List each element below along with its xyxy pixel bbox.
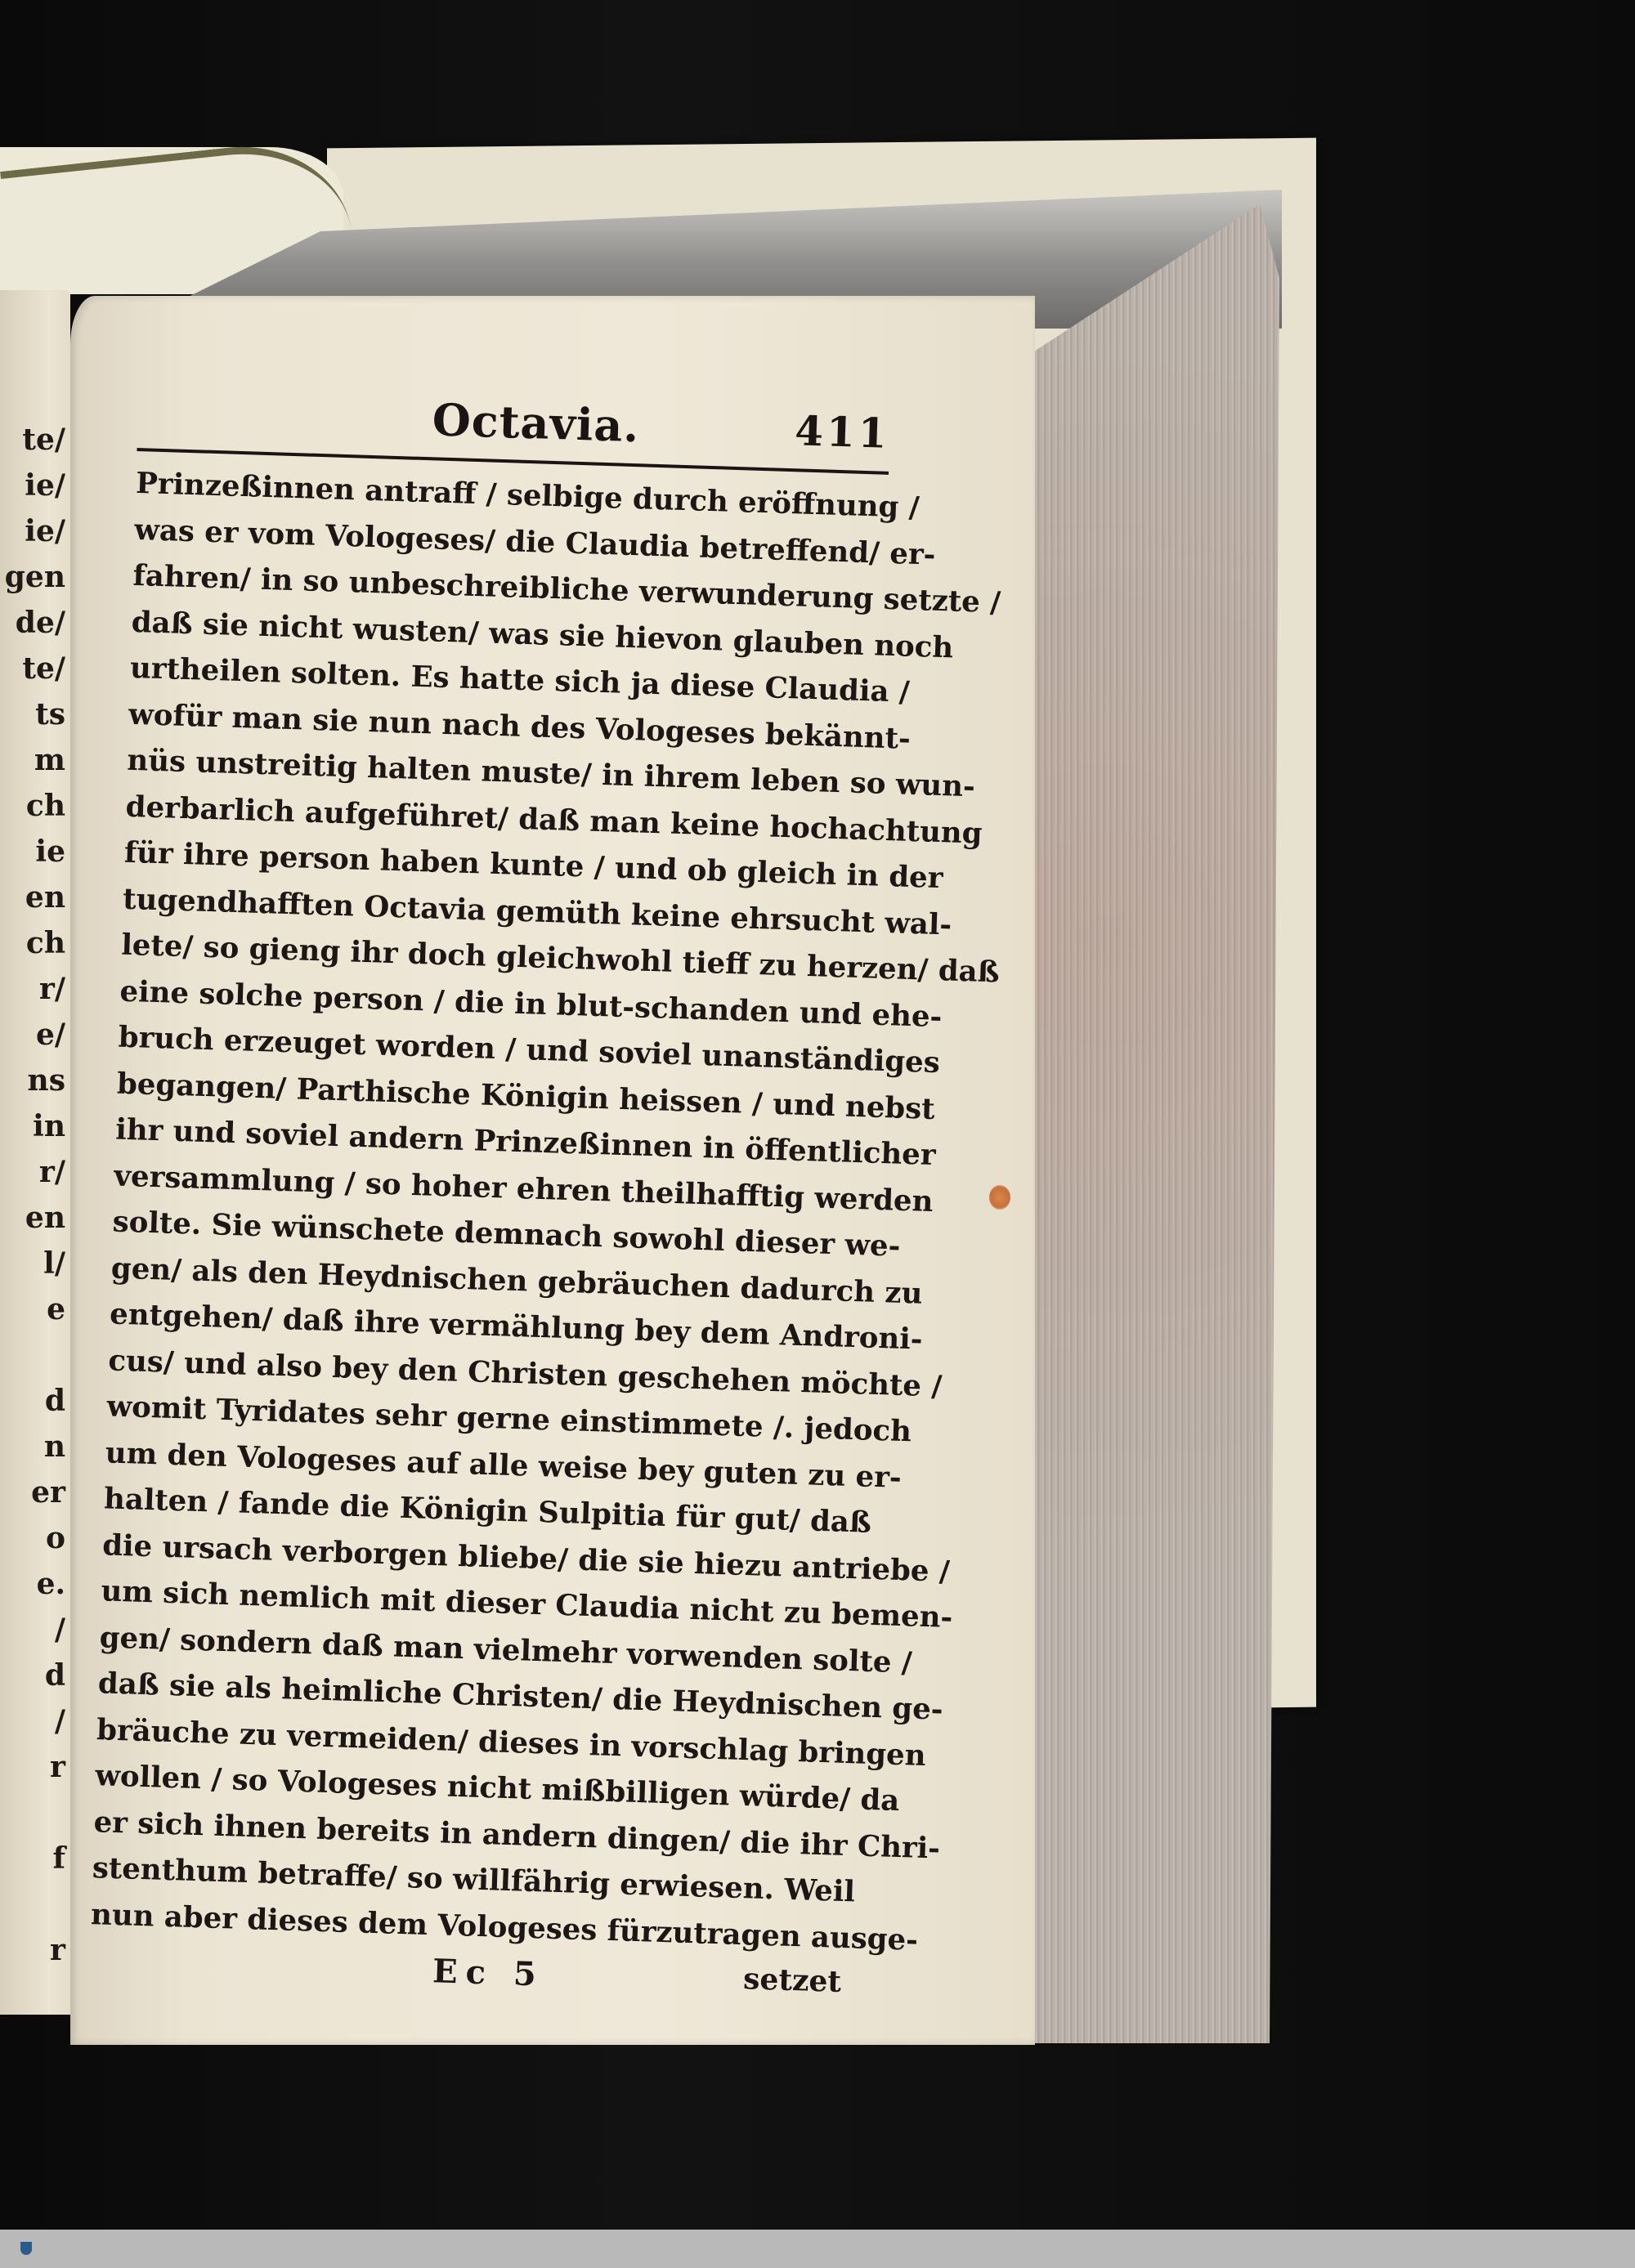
left-line-fragment: te/ xyxy=(22,651,65,686)
left-line-fragment: r/ xyxy=(38,1155,65,1189)
text-line: lete/ so gieng ihr doch gleichwohl tieff zu herzen/ daß xyxy=(120,928,1001,990)
left-line-fragment: d xyxy=(44,1384,65,1418)
text-line: bräuche zu vermeiden/ dieses in vorschlag bringen xyxy=(96,1712,927,1773)
page-block-fore-edge xyxy=(1034,204,1279,2043)
text-line: daß sie als heimliche Christen/ die Heydnischen ge- xyxy=(97,1666,944,1727)
left-line-fragment: / xyxy=(54,1704,65,1738)
left-line-fragment: r/ xyxy=(38,972,65,1006)
text-line: er sich ihnen bereits in andern dingen/ die ihr Chri- xyxy=(93,1805,941,1866)
left-line-fragment: e xyxy=(47,1292,65,1326)
left-line-fragment: / xyxy=(54,1613,65,1647)
text-line: wofür man sie nun nach des Vologeses bekännt- xyxy=(128,697,912,756)
text-line: gen/ sondern daß man vielmehr vorwenden solte / xyxy=(99,1620,913,1680)
signature-mark: Ec 5 xyxy=(432,1952,545,1994)
left-line-fragment: gen xyxy=(4,560,65,594)
text-line: begangen/ Parthische Königin heissen / und nebst xyxy=(116,1067,936,1126)
left-line-fragment: o xyxy=(45,1521,65,1555)
text-line: gen/ als den Heydnischen gebräuchen dadurch zu xyxy=(110,1250,924,1311)
text-line: für ihre person haben kunte / und ob gleich in der xyxy=(123,835,944,896)
left-line-fragment xyxy=(0,1881,65,1927)
paper-stain xyxy=(989,1185,1010,1210)
left-page-text-fragments xyxy=(0,417,65,1973)
left-line-fragment: ch xyxy=(25,926,65,960)
left-line-fragment: m xyxy=(34,743,65,777)
left-line-fragment: er xyxy=(31,1475,65,1510)
text-line: fahren/ in so unbeschreibliche verwunderung setzte / xyxy=(132,558,1001,620)
page-content xyxy=(88,384,1001,2014)
left-line-fragment: ie/ xyxy=(25,468,65,503)
text-line: womit Tyridates sehr gerne einstimmete /. jedoch xyxy=(106,1389,912,1449)
text-line: Prinzeßinnen antraff / selbige durch eröffnung / xyxy=(135,466,921,526)
text-line: tugendhafften Octavia gemüth keine ehrsucht wal- xyxy=(122,882,952,942)
body-text xyxy=(90,461,1001,1962)
text-line: urtheilen solten. Es hatte sich ja diese Claudia / xyxy=(129,651,911,709)
text-line: um den Vologeses auf alle weise bey guten zu er- xyxy=(105,1435,903,1495)
text-line: ihr und soviel andern Prinzeßinnen in öffentlicher xyxy=(114,1112,937,1173)
left-line-fragment: d xyxy=(44,1658,65,1693)
left-line-fragment: r xyxy=(50,1933,65,1967)
running-title: Octavia. xyxy=(431,393,641,453)
text-line: cus/ und also bey den Christen geschehen möchte / xyxy=(107,1343,943,1403)
bottom-bar xyxy=(0,2230,1635,2268)
text-line: nüs unstreitig halten muste/ in ihrem leben so wun- xyxy=(126,743,976,804)
left-line-fragment xyxy=(0,1332,65,1378)
text-line: wollen / so Vologeses nicht mißbilligen würde/ da xyxy=(94,1759,900,1818)
shield-icon xyxy=(20,2242,32,2255)
left-line-fragment: ts xyxy=(35,697,65,731)
text-line: um sich nemlich mit dieser Claudia nicht zu bemen- xyxy=(100,1574,953,1635)
catchword: setzet xyxy=(742,1962,842,1999)
text-line: halten / fande die Königin Sulpitia für gut/ daß xyxy=(103,1482,872,1540)
text-line: nun aber dieses dem Vologeses fürzutragen ausge- xyxy=(90,1897,919,1957)
text-line: was er vom Vologeses/ die Claudia betreffend/ er- xyxy=(133,512,937,572)
left-line-fragment: te/ xyxy=(22,423,65,457)
text-line: solte. Sie wünschete demnach sowohl dieser we- xyxy=(112,1205,901,1264)
left-line-fragment: e. xyxy=(36,1567,65,1601)
left-line-fragment: in xyxy=(33,1109,65,1143)
left-line-fragment: n xyxy=(43,1429,65,1464)
left-line-fragment: ie xyxy=(35,834,65,869)
left-line-fragment: e/ xyxy=(35,1018,65,1052)
left-line-fragment: f xyxy=(52,1841,65,1876)
text-line: eine solche person / die in blut-schanden und ehe- xyxy=(119,974,943,1034)
text-line: die ursach verborgen bliebe/ die sie hiezu antriebe / xyxy=(101,1528,951,1589)
text-line: entgehen/ daß ihre vermählung bey dem Androni- xyxy=(109,1297,924,1357)
left-line-fragment: en xyxy=(25,880,65,915)
left-line-fragment: en xyxy=(25,1201,65,1235)
left-line-fragment: r xyxy=(50,1750,65,1784)
left-line-fragment: ns xyxy=(27,1063,65,1098)
page-number: 411 xyxy=(794,406,891,458)
left-line-fragment xyxy=(0,1790,65,1836)
text-line: bruch erzeuget worden / und soviel unanständiges xyxy=(118,1020,941,1080)
left-line-fragment: de/ xyxy=(15,606,65,640)
library-logo xyxy=(11,2234,41,2263)
text-line: versammlung / so hoher ehren theilhafftig werden xyxy=(113,1159,934,1219)
text-line: stenthum betraffe/ so willfährig erwiesen. Weil xyxy=(92,1851,856,1909)
left-line-fragment: l/ xyxy=(43,1246,65,1281)
text-line: daß sie nicht wusten/ was sie hievon glauben noch xyxy=(131,605,954,664)
text-line: derbarlich aufgeführet/ daß man keine hochachtung xyxy=(125,790,983,851)
left-line-fragment: ie/ xyxy=(25,514,65,548)
left-line-fragment: ch xyxy=(25,789,65,823)
